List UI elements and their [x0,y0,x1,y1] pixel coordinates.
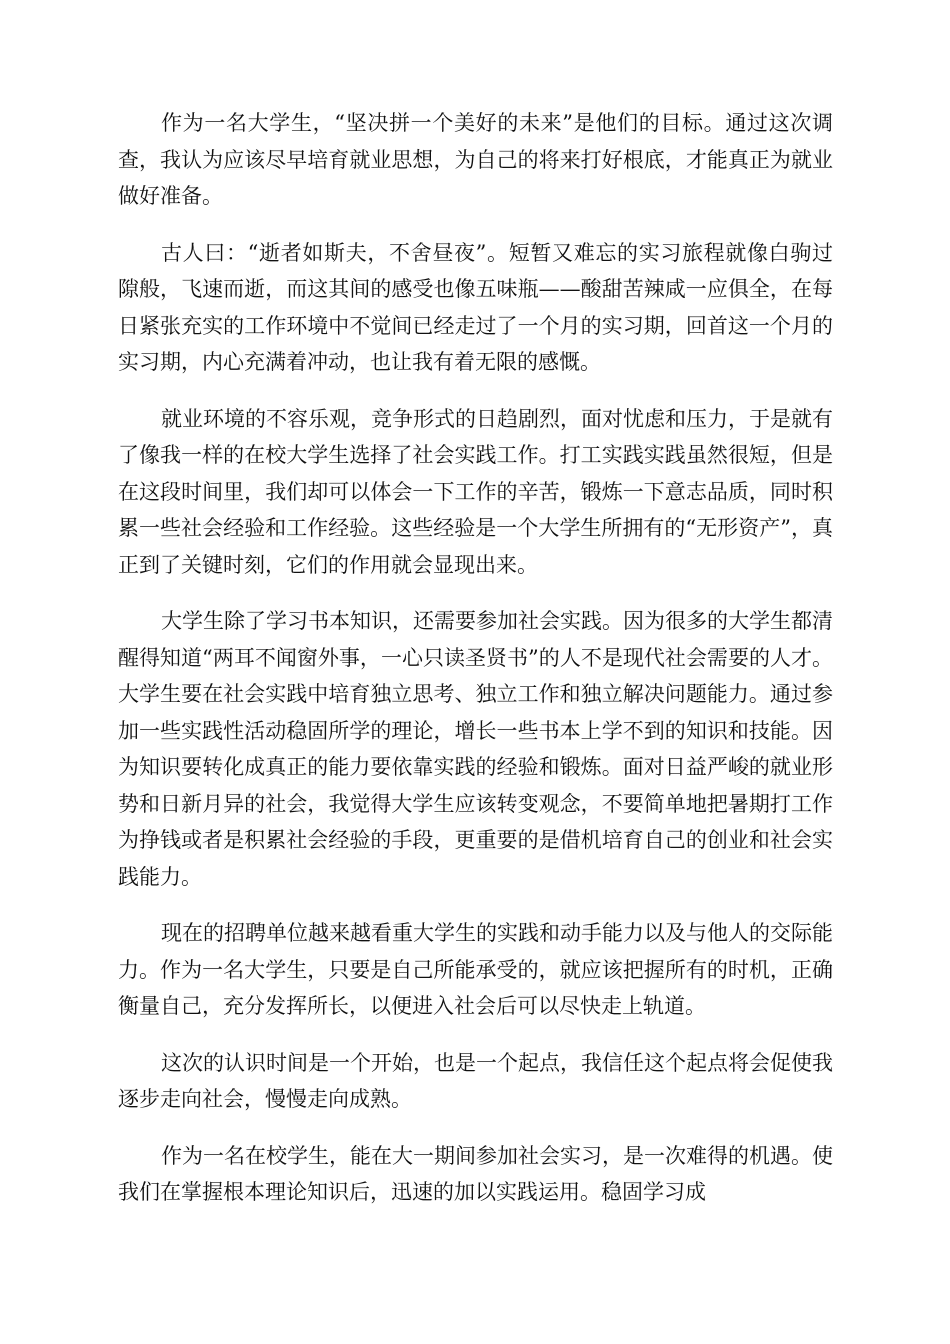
paragraph-1: 作为一名大学生，“坚决拼一个美好的未来”是他们的目标。通过这次调查，我认为应该尽早培育就业思想，为自己的将来打好根底，才能真正为就业做好准备。 [118,111,833,208]
paragraph-4: 大学生除了学习书本知识，还需要参加社会实践。因为很多的大学生都清醒得知道“两耳不闻窗外事，一心只读圣贤书”的人不是现代社会需要的人才。大学生要在社会实践中培育独立思考、独立工作和独立解决问题能力。通过参加一些实践性活动稳固所学的理论，增长一些书本上学不到的知识和技能。因为知识要转化成真正的能力要依靠实践的经验和锻炼。面对日益严峻的就业形势和日新月异的社会，我觉得大学生应该转变观念，不要简单地把暑期打工作为挣钱或者是积累社会经验的手段，更重要的是借机培育自己的创业和社会实践能力。 [118,609,833,889]
document-body [118,105,833,1231]
paragraph-7: 作为一名在校学生，能在大一期间参加社会实习，是一次难得的机遇。使我们在掌握根本理论知识后，迅速的加以实践运用。稳固学习成 [118,1143,833,1204]
paragraph-2: 古人曰：“逝者如斯夫，不舍昼夜”。短暂又难忘的实习旅程就像白驹过隙般，飞速而逝，而这其间的感受也像五味瓶——酸甜苦辣咸一应俱全，在每日紧张充实的工作环境中不觉间已经走过了一个月的实习期，回首这一个月的实习期，内心充满着冲动，也让我有着无限的感慨。 [118,240,833,374]
paragraph-3: 就业环境的不容乐观，竞争形式的日趋剧烈，面对忧虑和压力，于是就有了像我一样的在校大学生选择了社会实践工作。打工实践实践虽然很短，但是在这段时间里，我们却可以体会一下工作的辛苦，锻炼一下意志品质，同时积累一些社会经验和工作经验。这些经验是一个大学生所拥有的“无形资产”，真正到了关键时刻，它们的作用就会显现出来。 [118,406,833,577]
paragraph-5: 现在的招聘单位越来越看重大学生的实践和动手能力以及与他人的交际能力。作为一名大学生，只要是自己所能承受的，就应该把握所有的时机，正确衡量自己，充分发挥所长，以便进入社会后可以尽快走上轨道。 [118,921,833,1018]
paragraph-6: 这次的认识时间是一个开始，也是一个起点，我信任这个起点将会促使我逐步走向社会，慢慢走向成熟。 [118,1050,833,1111]
